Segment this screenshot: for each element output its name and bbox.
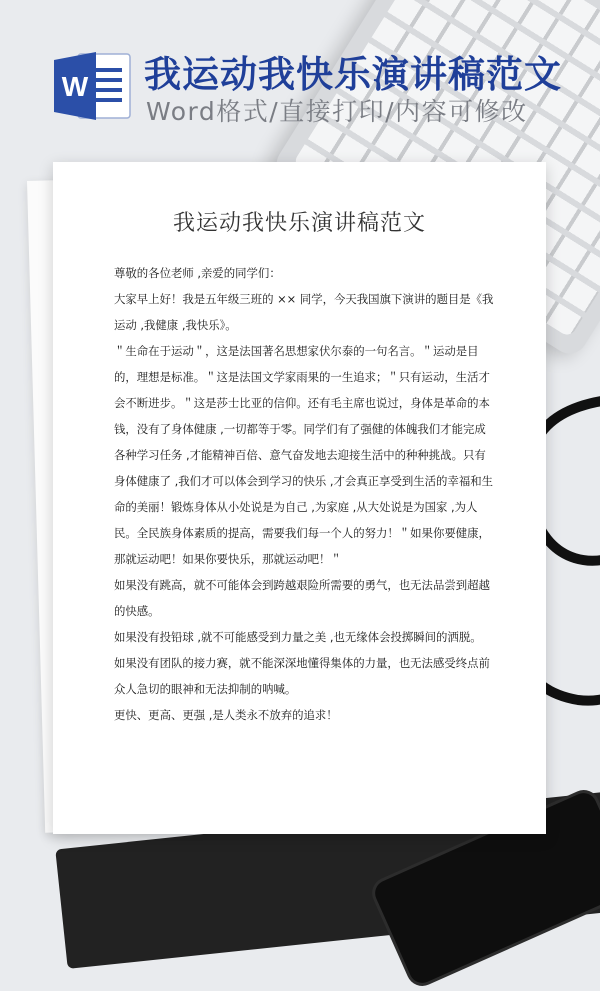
paragraph-intro: 大家早上好！我是五年级三班的 ×× 同学，今天我国旗下演讲的题目是《我运动 ,我健康 ,我快乐》。	[114, 292, 494, 332]
banner-subtitle: Word格式/直接打印/内容可修改	[146, 97, 528, 126]
document-body	[114, 260, 494, 728]
banner-title: 我运动我快乐演讲稿范文	[144, 53, 562, 96]
document-title: 我运动我快乐演讲稿范文	[172, 211, 426, 236]
paragraph-shot-put: 如果没有投铅球 ,就不可能感受到力量之美 ,也无缘体会投掷瞬间的洒脱。	[114, 630, 482, 644]
paragraph-salutation: 尊敬的各位老师 ,亲爱的同学们：	[114, 266, 281, 280]
paragraph-relay: 如果没有团队的接力赛，就不能深深地懂得集体的力量，也无法感受终点前众人急切的眼神和无法抑制的呐喊。	[114, 656, 490, 696]
word-icon	[52, 48, 132, 124]
document-page	[53, 162, 546, 834]
paragraph-high-jump: 如果没有跳高，就不可能体会到跨越艰险所需要的勇气，也无法品尝到超越的快感。	[114, 578, 490, 618]
paragraph-closing: 更快、更高、更强 ,是人类永不放弃的追求！	[114, 708, 338, 722]
paragraph-quotes: ＂生命在于运动＂，这是法国著名思想家伏尔泰的一句名言。＂运动是目的，理想是标准。＂这是法国文学家雨果的一生追求；＂只有运动，生活才会不断进步。＂这是莎士比亚的信仰。还有毛主席也说过，身体是革命的本钱，没有了身体健康 ,一切都等于零。同学们有了强健的体魄我们才能完成各种学习任务 ,才能精神百倍、意气奋发地去迎接生活中的种种挑战。只有身体健康了 ,我们才可以体会到学习的快乐 ,才会真正享受到生活的幸福和生命的美丽！锻炼身体从小处说是为自己 ,为家庭 ,从大处说是为国家 ,为人民。全民族身体素质的提高，需要我们每一个人的努力！＂如果你要健康，那就运动吧！如果你要快乐，那就运动吧！＂	[114, 344, 493, 566]
word-logo-letter: W	[61, 71, 89, 102]
